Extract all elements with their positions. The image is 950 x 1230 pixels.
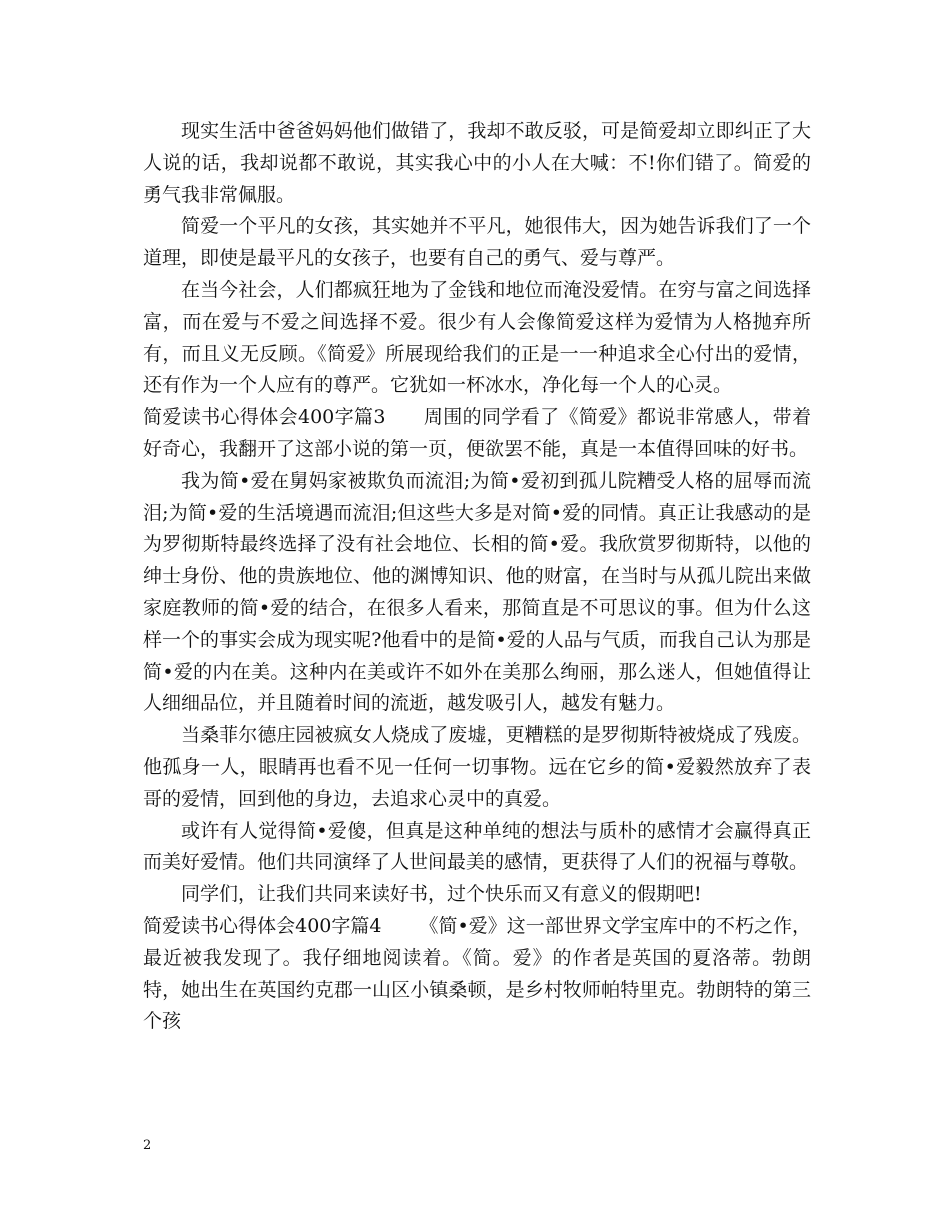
document-body <box>143 116 811 1038</box>
paragraph: 同学们，让我们共同来读好书，过个快乐而又有意义的假期吧! <box>181 883 702 906</box>
section-3-lead: 周围的同学看了《简爱》都说非常感人，带着好奇心，我翻开了这部小说的第一页，便欲罢不能，真是一本值得回味的好书。 <box>143 406 811 460</box>
section-4-lead: 《简•爱》这一部世界文学宝库中的不朽之作，最近被我发现了。我仔细地阅读着。《简。爱》的作者是英国的夏洛蒂。勃朗特，她出生在英国约克郡一山区小镇桑顿，是乡村牧师帕特里克。勃朗特的第三个孩 <box>143 914 811 1033</box>
paragraph: 当桑菲尔德庄园被疯女人烧成了废墟，更糟糕的是罗彻斯特被烧成了残废。他孤身一人，眼睛再也看不见一任何一切事物。远在它乡的简•爱毅然放弃了表哥的爱情，回到他的身边，去追求心灵中的真爱。 <box>143 724 811 810</box>
paragraph: 现实生活中爸爸妈妈他们做错了，我却不敢反驳，可是简爱却立即纠正了大人说的话，我却说都不敢说，其实我心中的小人在大喊：不!你们错了。简爱的勇气我非常佩服。 <box>143 120 811 206</box>
section-4-title: 简爱读书心得体会400字篇4 <box>143 914 382 937</box>
paragraph: 简爱一个平凡的女孩，其实她并不平凡，她很伟大，因为她告诉我们了一个道理，即使是最平凡的女孩子，也要有自己的勇气、爱与尊严。 <box>143 215 811 270</box>
section-4-paragraph <box>143 911 811 1038</box>
paragraph: 在当今社会，人们都疯狂地为了金钱和地位而淹没爱情。在穷与富之间选择富，而在爱与不爱之间选择不爱。很少有人会像简爱这样为爱情为人格抛弃所有，而且义无反顾。《简爱》所展现给我们的正是一一种追求全心付出的爱情，还有作为一个人应有的尊严。它犹如一杯冰水，净化每一个人的心灵。 <box>143 278 811 397</box>
paragraph: 我为简•爱在舅妈家被欺负而流泪;为简•爱初到孤儿院糟受人格的屈辱而流泪;为简•爱的生活境遇而流泪;但这些大多是对简•爱的同情。真正让我感动的是为罗彻斯特最终选择了没有社会地位、长相的简•爱。我欣赏罗彻斯特，以他的绅士身份、他的贵族地位、他的渊博知识、他的财富，在当时与从孤儿院出来做家庭教师的简•爱的结合，在很多人看来，那简直是不可思议的事。但为什么这样一个的事实会成为现实呢?他看中的是简•爱的人品与气质，而我自己认为那是简•爱的内在美。这种内在美或许不如外在美那么绚丽，那么迷人，但她值得让人细细品位，并且随着时间的流逝，越发吸引人，越发有魅力。 <box>143 469 811 715</box>
section-3-paragraph <box>143 402 811 466</box>
section-3-title: 简爱读书心得体会400字篇3 <box>143 406 386 429</box>
paragraph: 或许有人觉得简•爱傻，但真是这种单纯的想法与质朴的感情才会赢得真正而美好爱情。他们共同演绎了人世间最美的感情，更获得了人们的祝福与尊敬。 <box>143 819 811 874</box>
page-number: 2 <box>143 1138 152 1153</box>
